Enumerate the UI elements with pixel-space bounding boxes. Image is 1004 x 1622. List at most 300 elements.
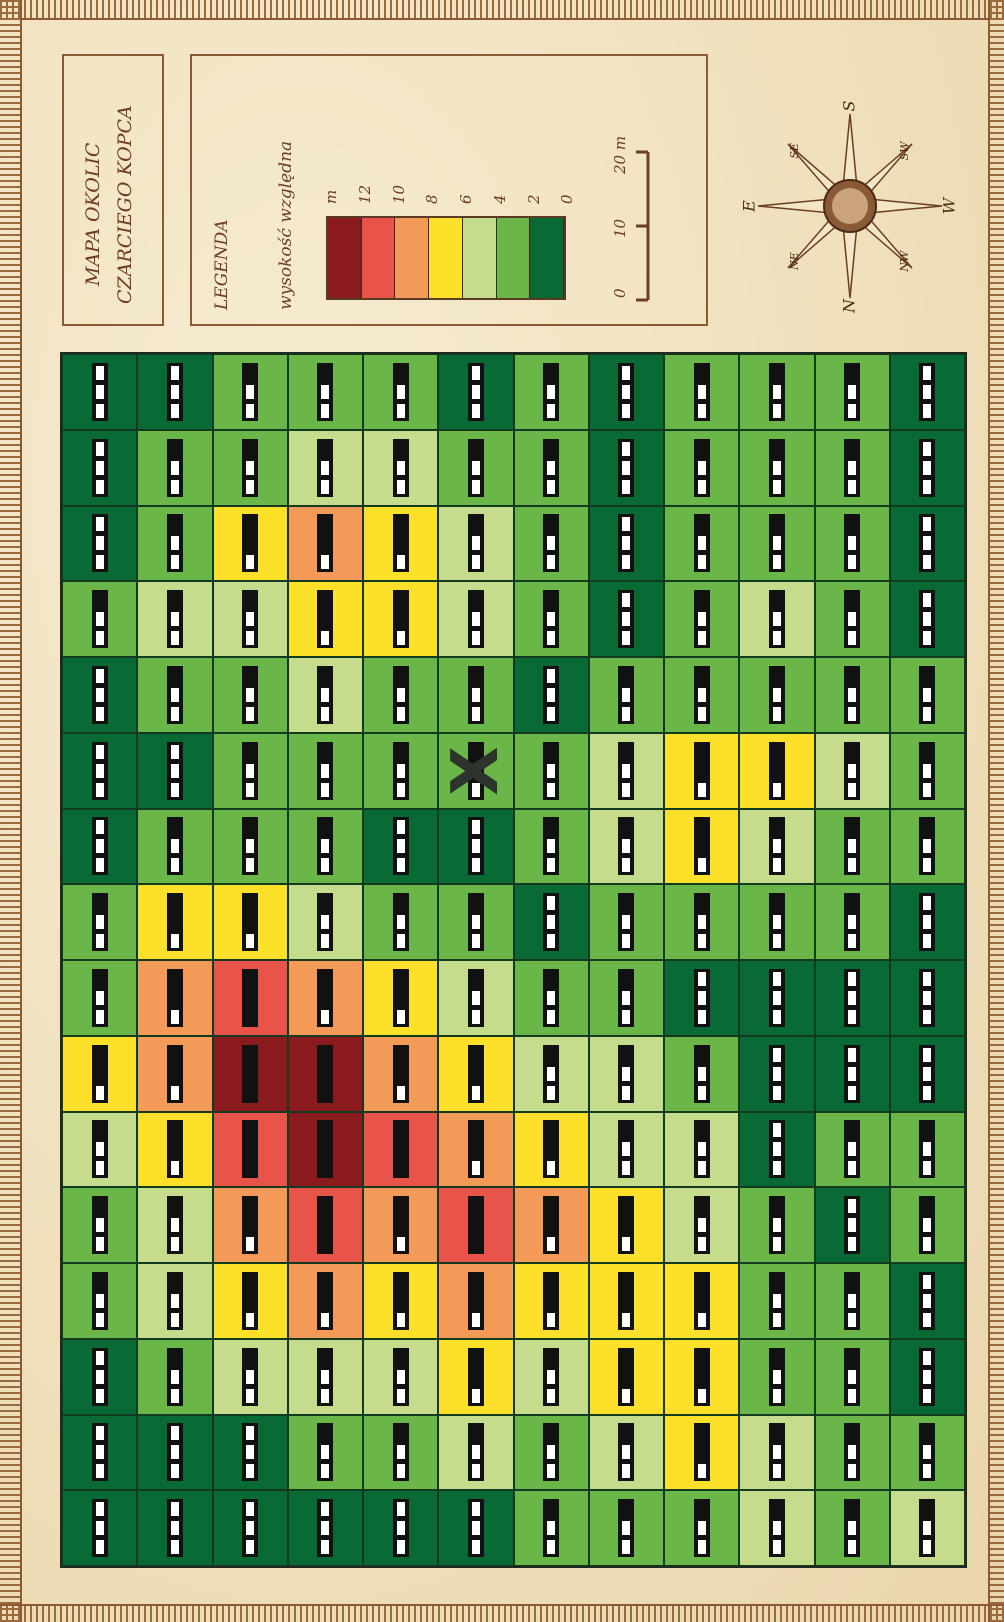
- map-cell[interactable]: [213, 581, 288, 657]
- height-dice-icon: [694, 1120, 710, 1178]
- map-cell[interactable]: [137, 1263, 212, 1339]
- height-dice-icon: [844, 1272, 860, 1330]
- map-cell[interactable]: [739, 430, 814, 506]
- map-cell[interactable]: [288, 1415, 363, 1491]
- title-line-1: MAPA OKOLIC: [82, 142, 104, 286]
- legend-level-12: 12: [356, 184, 374, 204]
- map-cell[interactable]: [739, 1187, 814, 1263]
- legend-level-8: 8: [423, 194, 442, 204]
- map-cell[interactable]: [363, 1263, 438, 1339]
- height-dice-icon: [317, 742, 333, 800]
- map-cell[interactable]: [62, 430, 137, 506]
- map-cell[interactable]: [815, 1490, 890, 1566]
- map-cell[interactable]: [62, 1263, 137, 1339]
- height-dice-icon: [92, 742, 108, 800]
- map-cell[interactable]: [664, 581, 739, 657]
- map-cell[interactable]: [213, 506, 288, 582]
- map-cell[interactable]: [815, 1339, 890, 1415]
- height-dice-icon: [317, 1272, 333, 1330]
- map-cell[interactable]: [137, 506, 212, 582]
- map-cell[interactable]: [815, 1415, 890, 1491]
- height-dice-icon: [317, 439, 333, 497]
- map-cell[interactable]: [438, 960, 513, 1036]
- map-cell[interactable]: [62, 809, 137, 885]
- map-cell[interactable]: [438, 1490, 513, 1566]
- map-cell[interactable]: [589, 1187, 664, 1263]
- map-cell[interactable]: [664, 506, 739, 582]
- map-cell[interactable]: [288, 1036, 363, 1112]
- map-cell[interactable]: [363, 960, 438, 1036]
- map-cell[interactable]: [363, 884, 438, 960]
- map-cell[interactable]: [514, 1415, 589, 1491]
- height-dice-icon: [393, 1045, 409, 1103]
- map-cell[interactable]: [438, 581, 513, 657]
- map-cell[interactable]: [62, 1187, 137, 1263]
- map-cell[interactable]: [438, 1036, 513, 1112]
- map-cell[interactable]: [589, 1263, 664, 1339]
- map-cell[interactable]: [890, 506, 965, 582]
- border-top: [0, 0, 1004, 20]
- map-cell[interactable]: [62, 1339, 137, 1415]
- legend-heading: LEGENDA: [212, 219, 232, 310]
- map-cell[interactable]: [62, 1415, 137, 1491]
- height-dice-icon: [317, 1348, 333, 1406]
- height-dice-icon: [242, 1348, 258, 1406]
- map-cell[interactable]: [438, 506, 513, 582]
- legend-unit: m: [322, 189, 340, 204]
- height-dice-icon: [393, 893, 409, 951]
- map-cell[interactable]: [739, 506, 814, 582]
- map-cell[interactable]: [664, 1490, 739, 1566]
- map-cell[interactable]: [62, 960, 137, 1036]
- scale-bar: [632, 148, 658, 308]
- legend-panel: [190, 54, 708, 326]
- map-cell[interactable]: [815, 354, 890, 430]
- map-cell[interactable]: [739, 809, 814, 885]
- map-cell[interactable]: [363, 1339, 438, 1415]
- height-dice-icon: [92, 893, 108, 951]
- height-dice-icon: [919, 893, 935, 951]
- map-cell[interactable]: [664, 430, 739, 506]
- map-cell[interactable]: [363, 1036, 438, 1112]
- height-dice-icon: [694, 1499, 710, 1557]
- map-cell[interactable]: [815, 1187, 890, 1263]
- map-cell[interactable]: [363, 506, 438, 582]
- map-cell[interactable]: [514, 581, 589, 657]
- map-cell[interactable]: [514, 1263, 589, 1339]
- height-dice-icon: [92, 1045, 108, 1103]
- map-cell[interactable]: [438, 1112, 513, 1188]
- map-cell[interactable]: [739, 1112, 814, 1188]
- map-cell[interactable]: [589, 733, 664, 809]
- height-dice-icon: [167, 1196, 183, 1254]
- map-cell[interactable]: [363, 581, 438, 657]
- height-dice-icon: [167, 817, 183, 875]
- map-cell[interactable]: [664, 354, 739, 430]
- map-cell[interactable]: [288, 1187, 363, 1263]
- map-cell[interactable]: [213, 430, 288, 506]
- map-cell[interactable]: [363, 354, 438, 430]
- map-cell[interactable]: [815, 1112, 890, 1188]
- map-cell[interactable]: [213, 1415, 288, 1491]
- height-dice-icon: [543, 1348, 559, 1406]
- map-cell[interactable]: [514, 657, 589, 733]
- compass-rose-icon: [740, 96, 960, 316]
- height-dice-icon: [393, 1499, 409, 1557]
- border-left: [0, 0, 22, 1622]
- height-dice-icon: [242, 893, 258, 951]
- map-cell[interactable]: [514, 960, 589, 1036]
- map-cell[interactable]: [62, 581, 137, 657]
- map-cell[interactable]: [514, 1490, 589, 1566]
- map-cell[interactable]: [815, 657, 890, 733]
- map-cell[interactable]: [363, 657, 438, 733]
- legend-swatch-12: [328, 218, 362, 298]
- map-cell[interactable]: [664, 960, 739, 1036]
- map-cell[interactable]: [890, 1490, 965, 1566]
- map-cell[interactable]: [739, 1263, 814, 1339]
- map-cell[interactable]: [664, 809, 739, 885]
- height-dice-icon: [618, 893, 634, 951]
- height-dice-icon: [769, 1348, 785, 1406]
- height-dice-icon: [167, 1272, 183, 1330]
- scale-label-0: 0: [611, 288, 629, 298]
- map-cell[interactable]: [438, 430, 513, 506]
- map-cell[interactable]: [288, 1263, 363, 1339]
- map-cell[interactable]: [438, 1263, 513, 1339]
- map-cell[interactable]: [890, 581, 965, 657]
- map-cell[interactable]: [589, 657, 664, 733]
- map-cell[interactable]: [137, 1415, 212, 1491]
- map-cell[interactable]: [514, 354, 589, 430]
- height-dice-icon: [618, 439, 634, 497]
- height-dice-icon: [769, 590, 785, 648]
- map-cell[interactable]: [890, 733, 965, 809]
- map-cell[interactable]: [137, 657, 212, 733]
- map-cell[interactable]: [739, 657, 814, 733]
- map-cell[interactable]: [890, 1415, 965, 1491]
- height-dice-icon: [92, 1423, 108, 1481]
- map-cell[interactable]: [213, 354, 288, 430]
- height-dice-icon: [242, 1120, 258, 1178]
- map-cell[interactable]: [664, 1036, 739, 1112]
- height-dice-icon: [167, 969, 183, 1027]
- map-cell[interactable]: [664, 733, 739, 809]
- map-cell[interactable]: [438, 657, 513, 733]
- map-cell[interactable]: [213, 1339, 288, 1415]
- compass-label-e: E: [740, 200, 759, 212]
- compass-label-nw: NW: [898, 250, 912, 272]
- height-dice-icon: [468, 514, 484, 572]
- map-cell[interactable]: [62, 1036, 137, 1112]
- height-dice-icon: [393, 1423, 409, 1481]
- map-cell[interactable]: [589, 506, 664, 582]
- map-cell[interactable]: [288, 960, 363, 1036]
- map-cell[interactable]: [288, 581, 363, 657]
- title-line-2: CZARCIEGO KOPCA: [114, 105, 136, 304]
- map-cell[interactable]: [438, 1187, 513, 1263]
- map-cell[interactable]: [137, 884, 212, 960]
- height-dice-icon: [543, 1196, 559, 1254]
- height-dice-icon: [393, 1196, 409, 1254]
- map-cell[interactable]: [815, 581, 890, 657]
- map-cell[interactable]: [137, 581, 212, 657]
- map-cell[interactable]: [62, 733, 137, 809]
- map-cell[interactable]: [589, 581, 664, 657]
- height-dice-icon: [468, 1196, 484, 1254]
- height-dice-icon: [618, 1120, 634, 1178]
- map-cell[interactable]: [589, 1036, 664, 1112]
- map-cell[interactable]: [288, 430, 363, 506]
- height-dice-icon: [543, 1423, 559, 1481]
- map-cell[interactable]: [664, 1187, 739, 1263]
- map-cell[interactable]: [815, 809, 890, 885]
- map-cell[interactable]: [62, 506, 137, 582]
- map-cell[interactable]: [664, 1263, 739, 1339]
- height-dice-icon: [919, 590, 935, 648]
- map-cell[interactable]: [514, 884, 589, 960]
- map-cell[interactable]: [137, 809, 212, 885]
- height-dice-icon: [468, 817, 484, 875]
- height-dice-icon: [618, 1499, 634, 1557]
- height-dice-icon: [618, 590, 634, 648]
- height-dice-icon: [317, 1499, 333, 1557]
- map-cell[interactable]: [589, 960, 664, 1036]
- height-dice-icon: [468, 363, 484, 421]
- height-dice-icon: [242, 1272, 258, 1330]
- legend-swatch-10: [362, 218, 396, 298]
- height-dice-icon: [769, 514, 785, 572]
- map-cell[interactable]: [438, 809, 513, 885]
- map-cell[interactable]: [137, 354, 212, 430]
- map-cell[interactable]: [363, 1187, 438, 1263]
- map-cell[interactable]: [213, 1036, 288, 1112]
- map-cell[interactable]: [739, 1490, 814, 1566]
- map-cell[interactable]: [815, 1263, 890, 1339]
- map-cell[interactable]: [739, 1036, 814, 1112]
- map-cell[interactable]: [137, 1339, 212, 1415]
- height-dice-icon: [919, 1120, 935, 1178]
- height-dice-icon: [919, 817, 935, 875]
- height-dice-icon: [694, 817, 710, 875]
- map-cell[interactable]: [739, 1415, 814, 1491]
- map-cell[interactable]: [62, 354, 137, 430]
- map-cell[interactable]: [514, 1112, 589, 1188]
- map-cell[interactable]: [288, 657, 363, 733]
- map-cell[interactable]: [213, 1112, 288, 1188]
- map-cell[interactable]: [438, 1339, 513, 1415]
- map-cell[interactable]: [213, 1187, 288, 1263]
- map-cell[interactable]: [288, 1490, 363, 1566]
- height-dice-icon: [919, 363, 935, 421]
- map-cell[interactable]: [589, 354, 664, 430]
- map-cell[interactable]: [438, 884, 513, 960]
- map-cell[interactable]: [890, 657, 965, 733]
- height-dice-icon: [393, 1272, 409, 1330]
- height-dice-icon: [769, 742, 785, 800]
- map-cell[interactable]: [438, 354, 513, 430]
- compass-label-n: N: [839, 299, 859, 313]
- height-dice-icon: [543, 666, 559, 724]
- height-dice-icon: [919, 1045, 935, 1103]
- height-dice-icon: [618, 1272, 634, 1330]
- map-cell[interactable]: [589, 430, 664, 506]
- map-cell[interactable]: [890, 1263, 965, 1339]
- map-cell[interactable]: [288, 1112, 363, 1188]
- map-cell[interactable]: [890, 1036, 965, 1112]
- map-cell[interactable]: [62, 1112, 137, 1188]
- map-cell[interactable]: [62, 1490, 137, 1566]
- map-cell[interactable]: [664, 1112, 739, 1188]
- map-cell[interactable]: [137, 733, 212, 809]
- height-dice-icon: [317, 1196, 333, 1254]
- map-cell[interactable]: [514, 733, 589, 809]
- height-dice-icon: [393, 439, 409, 497]
- map-cell[interactable]: [514, 1339, 589, 1415]
- map-cell[interactable]: [890, 1187, 965, 1263]
- height-dice-icon: [167, 590, 183, 648]
- height-dice-icon: [844, 1045, 860, 1103]
- height-dice-icon: [844, 742, 860, 800]
- map-cell[interactable]: [514, 1036, 589, 1112]
- map-cell[interactable]: [664, 657, 739, 733]
- height-dice-icon: [92, 1272, 108, 1330]
- map-cell[interactable]: [137, 1490, 212, 1566]
- map-cell[interactable]: [213, 1263, 288, 1339]
- map-cell[interactable]: [739, 581, 814, 657]
- map-cell[interactable]: [589, 884, 664, 960]
- height-dice-icon: [167, 1348, 183, 1406]
- map-cell[interactable]: [589, 1490, 664, 1566]
- map-cell[interactable]: [815, 430, 890, 506]
- map-cell[interactable]: [363, 1415, 438, 1491]
- map-cell[interactable]: [890, 809, 965, 885]
- map-cell[interactable]: [288, 506, 363, 582]
- map-cell[interactable]: [664, 1415, 739, 1491]
- map-cell[interactable]: [213, 1490, 288, 1566]
- map-cell[interactable]: [363, 1112, 438, 1188]
- map-cell[interactable]: [514, 1187, 589, 1263]
- map-cell[interactable]: [137, 1187, 212, 1263]
- map-cell[interactable]: [890, 1112, 965, 1188]
- map-cell[interactable]: [815, 733, 890, 809]
- map-cell[interactable]: [890, 960, 965, 1036]
- map-cell[interactable]: [213, 960, 288, 1036]
- map-cell[interactable]: [288, 809, 363, 885]
- height-dice-icon: [769, 817, 785, 875]
- map-cell[interactable]: [213, 657, 288, 733]
- height-dice-icon: [769, 1272, 785, 1330]
- map-cell[interactable]: [363, 430, 438, 506]
- map-cell[interactable]: [137, 1112, 212, 1188]
- map-cell[interactable]: [213, 884, 288, 960]
- map-cell[interactable]: [288, 354, 363, 430]
- height-dice-icon: [844, 590, 860, 648]
- legend-level-4: 4: [490, 194, 509, 204]
- height-dice-icon: [618, 514, 634, 572]
- height-dice-icon: [769, 666, 785, 724]
- map-cell[interactable]: [288, 733, 363, 809]
- map-cell[interactable]: [890, 1339, 965, 1415]
- map-cell[interactable]: [514, 430, 589, 506]
- map-cell[interactable]: [137, 960, 212, 1036]
- height-dice-icon: [317, 1423, 333, 1481]
- map-cell[interactable]: [890, 884, 965, 960]
- map-cell[interactable]: [213, 809, 288, 885]
- map-cell[interactable]: [589, 1339, 664, 1415]
- legend-swatch-2: [497, 218, 531, 298]
- map-cell[interactable]: [137, 430, 212, 506]
- height-dice-icon: [92, 817, 108, 875]
- map-cell[interactable]: [288, 884, 363, 960]
- map-cell[interactable]: [514, 809, 589, 885]
- height-dice-icon: [468, 1348, 484, 1406]
- scale-label-10: 10: [611, 218, 629, 238]
- map-cell[interactable]: [890, 430, 965, 506]
- height-dice-icon: [618, 1348, 634, 1406]
- map-cell[interactable]: [739, 733, 814, 809]
- height-dice-icon: [242, 1423, 258, 1481]
- map-cell[interactable]: [438, 1415, 513, 1491]
- map-cell[interactable]: [438, 733, 513, 809]
- height-dice-icon: [242, 1045, 258, 1103]
- height-dice-icon: [543, 514, 559, 572]
- map-cell[interactable]: [363, 1490, 438, 1566]
- map-cell[interactable]: [363, 809, 438, 885]
- map-cell[interactable]: [890, 354, 965, 430]
- map-cell[interactable]: [363, 733, 438, 809]
- map-cell[interactable]: [62, 657, 137, 733]
- map-cell[interactable]: [514, 506, 589, 582]
- map-cell[interactable]: [739, 960, 814, 1036]
- map-cell[interactable]: [739, 354, 814, 430]
- height-dice-icon: [167, 1045, 183, 1103]
- legend-swatch-6: [429, 218, 463, 298]
- height-dice-icon: [844, 363, 860, 421]
- height-dice-icon: [468, 1120, 484, 1178]
- height-dice-icon: [92, 439, 108, 497]
- map-cell[interactable]: [815, 506, 890, 582]
- height-dice-icon: [393, 969, 409, 1027]
- compass-label-w: W: [939, 197, 959, 215]
- height-dice-icon: [919, 1499, 935, 1557]
- map-cell[interactable]: [815, 884, 890, 960]
- map-cell[interactable]: [664, 1339, 739, 1415]
- height-dice-icon: [844, 1120, 860, 1178]
- map-cell[interactable]: [815, 960, 890, 1036]
- height-dice-icon: [393, 1348, 409, 1406]
- height-dice-icon: [468, 439, 484, 497]
- height-dice-icon: [694, 363, 710, 421]
- map-cell[interactable]: [664, 884, 739, 960]
- map-cell[interactable]: [213, 733, 288, 809]
- map-cell[interactable]: [589, 1415, 664, 1491]
- map-cell[interactable]: [739, 884, 814, 960]
- map-cell[interactable]: [137, 1036, 212, 1112]
- map-cell[interactable]: [815, 1036, 890, 1112]
- map-cell[interactable]: [589, 1112, 664, 1188]
- height-dice-icon: [694, 742, 710, 800]
- height-dice-icon: [694, 1272, 710, 1330]
- height-dice-icon: [919, 1272, 935, 1330]
- map-cell[interactable]: [589, 809, 664, 885]
- legend-subheading: wysokość względna: [276, 140, 296, 310]
- height-dice-icon: [167, 439, 183, 497]
- map-cell[interactable]: [288, 1339, 363, 1415]
- height-dice-icon: [694, 1045, 710, 1103]
- map-cell[interactable]: [62, 884, 137, 960]
- map-cell[interactable]: [739, 1339, 814, 1415]
